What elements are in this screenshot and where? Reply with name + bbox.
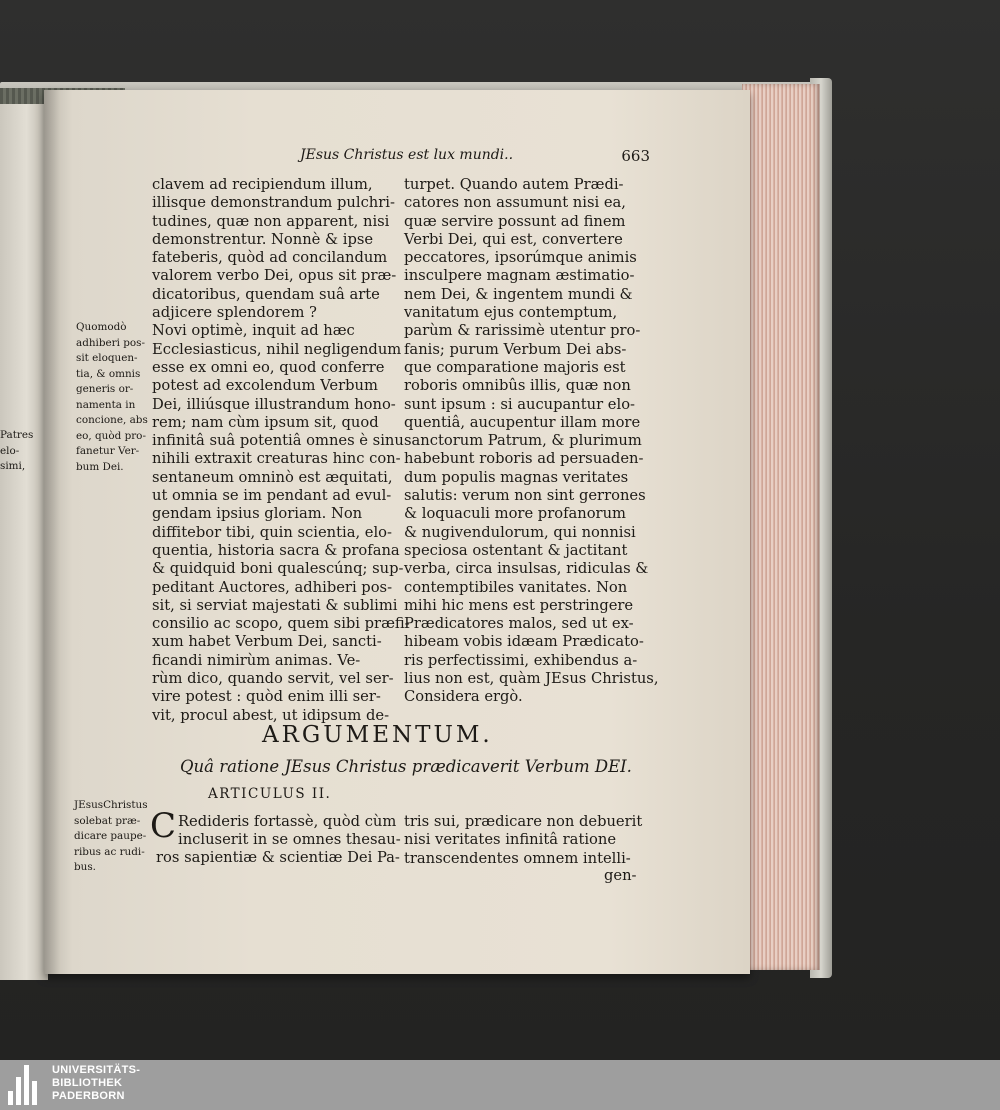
text-line: habebunt roboris ad persuaden- xyxy=(404,450,644,468)
library-logo-icon xyxy=(8,1065,46,1105)
text-line: dicatoribus, quendam suâ arte xyxy=(152,285,380,303)
text-line: quentiâ, aucupentur illam more xyxy=(404,413,641,431)
text-line: hibeam vobis idæam Prædicato- xyxy=(404,633,644,651)
text-line: peditant Auctores, adhiberi pos- xyxy=(152,578,393,596)
text-line: clavem ad recipiendum illum, xyxy=(152,176,373,193)
text-line: Novi optimè, inquit ad hæc xyxy=(152,322,355,340)
text-line: gendam ipsius gloriam. Non xyxy=(152,505,363,523)
left-text-column xyxy=(152,176,410,725)
margin-note-line: dicare paupe- xyxy=(74,830,147,842)
margin-note-line: Patres xyxy=(0,429,34,441)
margin-note-line: eo, quòd pro- xyxy=(76,429,146,442)
text-line: mihi hic mens est perstringere xyxy=(404,596,634,614)
text-line: insculpere magnam æstimatio- xyxy=(404,267,635,285)
text-line: valorem verbo Dei, opus sit præ- xyxy=(152,267,397,285)
text-line: Dei, illiúsque illustrandum hono- xyxy=(152,395,396,413)
text-line: nihili extraxit creaturas hinc con- xyxy=(152,450,401,468)
margin-note-line: generis or- xyxy=(76,383,134,395)
margin-note-eloquentia xyxy=(76,320,148,475)
text-line: ut omnia se im pendant ad evul- xyxy=(152,487,392,505)
text-line: Considera ergò. xyxy=(404,688,523,706)
text-line: & loquaculi more profanorum xyxy=(404,505,626,523)
text-line: tris sui, prædicare non debuerit xyxy=(404,813,643,830)
text-line: adjicere splendorem ? xyxy=(152,304,317,322)
text-line: incluserit in se omnes thesau- xyxy=(178,831,401,849)
margin-note-line: namenta in xyxy=(76,398,136,411)
margin-note-line: solebat præ- xyxy=(74,814,141,827)
text-line: sit, si serviat majestati & sublimi xyxy=(152,596,398,614)
text-line: quæ servire possunt ad finem xyxy=(404,212,626,230)
text-line: vire potest : quòd enim illi ser- xyxy=(152,688,381,706)
margin-note-line: fanetur Ver- xyxy=(76,445,140,457)
articulus-left-lines xyxy=(178,813,401,850)
text-line: sanctorum Patrum, & plurimum xyxy=(404,432,642,450)
text-line: Ecclesiasticus, nihil negligendum xyxy=(152,340,402,358)
margin-note-jesus-christus xyxy=(74,798,148,876)
text-line: dum populis magnas veritates xyxy=(404,468,629,486)
margin-note-line: adhiberi pos- xyxy=(76,336,146,349)
text-line: lius non est, quàm JEsus Christus, xyxy=(404,670,659,688)
text-line: salutis: verum non sint gerrones xyxy=(404,487,646,505)
library-logo-text xyxy=(52,1064,140,1103)
logo-text-line: PADERBORN xyxy=(52,1090,125,1102)
text-line: speciosa ostentant & jactitant xyxy=(404,541,628,559)
catchword: gen- xyxy=(604,867,637,884)
text-line: catores non assumunt nisi ea, xyxy=(404,194,626,212)
text-line: transcendentes omnem intelli- xyxy=(404,849,631,867)
articulus-right-lines xyxy=(404,813,642,868)
text-line: & quidquid boni qualescúnq; sup- xyxy=(152,560,404,578)
text-line: rem; nam cùm ipsum sit, quod xyxy=(152,413,379,431)
margin-note-line: bum Dei. xyxy=(76,460,124,473)
articulus-left-line-3: ros sapientiæ & scientiæ Dei Pa- xyxy=(156,849,400,866)
text-line: rùm dico, quando servit, vel ser- xyxy=(152,670,394,688)
text-line: quentia, historia sacra & profana xyxy=(152,541,400,559)
text-line: infinitâ suâ potentiâ omnes è sinu xyxy=(152,432,404,450)
text-line: vanitatum ejus contemptum, xyxy=(404,304,618,322)
text-line: Prædicatores malos, sed ut ex- xyxy=(404,615,634,633)
articulus-heading: ARTICULUS II. xyxy=(208,786,332,802)
text-line: illisque demonstrandum pulchri- xyxy=(152,194,395,212)
text-line: potest ad excolendum Verbum xyxy=(152,377,378,395)
argument-heading: ARGUMENTUM. xyxy=(262,722,493,748)
running-head-title: JEsus Christus est lux mundi.. xyxy=(300,147,514,163)
left-page-sliver xyxy=(0,104,48,980)
margin-note-line: ribus ac rudi- xyxy=(74,845,145,858)
text-line: tudines, quæ non apparent, nisi xyxy=(152,212,390,230)
text-line: contemptibiles vanitates. Non xyxy=(404,578,628,596)
footer-bar xyxy=(0,1060,1000,1110)
text-line: sunt ipsum : si aucupantur elo- xyxy=(404,395,636,413)
logo-text-line: BIBLIOTHEK xyxy=(52,1077,123,1089)
text-line: fanis; purum Verbum Dei abs- xyxy=(404,340,627,358)
text-line: xum habet Verbum Dei, sancti- xyxy=(152,633,382,651)
margin-note-line: tia, & omnis xyxy=(76,367,141,380)
text-line: fateberis, quòd ad concilandum xyxy=(152,249,388,267)
text-line: esse ex omni eo, quod conferre xyxy=(152,358,385,376)
text-line: demonstrentur. Nonnè & ipse xyxy=(152,230,374,248)
page-edges xyxy=(742,84,820,970)
argument-subtitle: Quâ ratione JEsus Christus prædicaverit Verbum DEI. xyxy=(180,757,632,776)
text-line: consilio ac scopo, quem sibi præfi- xyxy=(152,615,410,633)
text-line: ris perfectissimi, exhibendus a- xyxy=(404,651,638,669)
text-line: sentaneum omninò est æquitati, xyxy=(152,468,393,486)
text-line: peccatores, ipsorúmque animis xyxy=(404,249,637,267)
text-line: Redideris fortassè, quòd cùm xyxy=(178,813,397,830)
text-line: nisi veritates infinitâ ratione xyxy=(404,831,617,849)
margin-note-line: JEsusChristus xyxy=(74,799,148,811)
margin-note-line: Quomodò xyxy=(76,321,127,333)
margin-note-line: concione, abs xyxy=(76,414,148,426)
text-line: parùm & rarissimè utentur pro- xyxy=(404,322,641,340)
margin-note-line: simi, xyxy=(0,460,26,472)
text-line: diffitebor tibi, quin scientia, elo- xyxy=(152,523,392,541)
text-line: que comparatione majoris est xyxy=(404,358,626,376)
margin-note-line: elo- xyxy=(0,444,20,457)
text-line: Verbi Dei, qui est, convertere xyxy=(404,230,623,248)
margin-note-line: sit eloquen- xyxy=(76,352,138,364)
right-text-column xyxy=(404,176,659,707)
page-number: 663 xyxy=(621,147,650,165)
text-line: turpet. Quando autem Prædi- xyxy=(404,176,624,193)
logo-text-line: UNIVERSITÄTS- xyxy=(52,1064,141,1076)
text-line: verba, circa insulsas, ridiculas & xyxy=(404,560,649,578)
text-line: & nugivendulorum, qui nonnisi xyxy=(404,523,636,541)
drop-capital: C xyxy=(150,806,177,846)
text-line: nem Dei, & ingentem mundi & xyxy=(404,285,633,303)
text-line: roboris omnibûs illis, quæ non xyxy=(404,377,631,395)
running-head xyxy=(300,147,650,169)
margin-note-left-page xyxy=(0,428,40,475)
margin-note-line: bus. xyxy=(74,861,96,873)
text-line: vit, procul abest, ut idipsum de- xyxy=(152,706,390,724)
text-line: ficandi nimirùm animas. Ve- xyxy=(152,651,361,669)
gutter-shadow xyxy=(44,90,60,974)
